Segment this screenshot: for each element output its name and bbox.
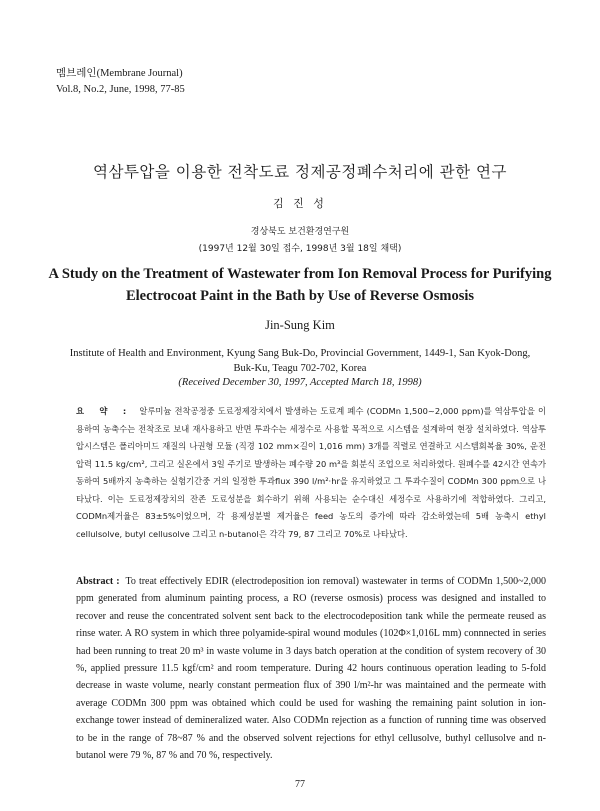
english-abstract — [76, 573, 546, 764]
page-number: 77 — [295, 779, 305, 790]
journal-name: 멤브레인(Membrane Journal) — [56, 68, 183, 79]
english-abstract-text: To treat effectively EDIR (electrodeposition ion removal) wastewater in terms of CODMn 1,500~2,000 ppm generated from aluminum painting process, a RO (reverse osmosis) process was designed and installed to recover and reuse the concentrated solvent sent back to the electrocodeposition tank while the permeate reused as rinse water. A RO system in which three polyamide-spiral wound modules (102Φ×1,016L mm) connnected in series had been running to treat 20 m³ in waste volume in 3 days batch operation at the condition of system recovery of 30 %, applied pressure 11.5 kgf/cm² and room temperature. During 42 hours continuous operation leading to 5-fold decrease in waste volume, nearly constant permeation flux of 390 l/m²-hr was maintained and the permeate with average CODMn 300 ppm was obtained which could be used for washing the remaining paint solution in ion-exchange tower instead of demineralized water. Also CODMn rejection as a function of running time was observed to be in the range of 78~87 % and the observed solvent rejections for ethyl cellusolve, buthyl cellusolve and n-butanol were 79 %, 87 % and 70 %, respectively. — [76, 576, 546, 762]
korean-affiliation: 경상북도 보건환경연구원 — [250, 227, 350, 237]
english-received-date: (Received December 30, 1997, Accepted March 18, 1998) — [178, 377, 422, 388]
journal-citation: Vol.8, No.2, June, 1998, 77-85 — [56, 84, 185, 95]
english-affiliation-block — [60, 347, 540, 391]
korean-abstract — [76, 403, 546, 543]
english-abstract-label: Abstract : — [76, 576, 120, 587]
korean-title: 역삼투압을 이용한 전착도료 정제공정폐수처리에 관한 연구 — [93, 163, 507, 181]
korean-received-date: (1997년 12월 30일 접수, 1998년 3월 18일 채택) — [198, 244, 402, 254]
korean-author: 김 진 성 — [273, 197, 327, 210]
journal-header — [56, 66, 185, 98]
english-affiliation: Institute of Health and Environment, Kyung Sang Buk-Do, Provincial Government, 1449-1, San Kyok-Dong, Buk-Ku, Teagu 702-702, Korea — [69, 348, 531, 374]
english-author: Jin-Sung Kim — [265, 318, 335, 332]
korean-affiliation-block — [0, 224, 600, 258]
english-title: A Study on the Treatment of Wastewater from Ion Removal Process for Purifying Electrocoat Paint in the Bath by Use of Reverse Osmosis — [48, 266, 552, 304]
korean-abstract-text: 알루미늄 전착공정중 도료정제장치에서 발생하는 도료계 폐수 (CODMn 1,500~2,000 ppm)를 역삼투압을 이용하여 농축수는 전착조로 보내 재사용하고 반면 투과수는 세정수로 사용할 목적으로 시스템을 설계하여 현장 설치하였다. 역삼투압시스템은 폴리아미드 재질의 나권형 모듈 (직경 102 mm×길이 1,016 mm) 3개를 직렬로 연결하고 시스템회복율 30%, 운전압력 11.5 kg/cm², 그리고 실온에서 3일 주기로 발생하는 폐수량 20 m³을 회분식 조업으로 처리하였다. 원폐수를 42시간 연속가동하여 5배까지 농축하는 실험기간중 거의 일정한 투과flux 390 l/m²·hr을 유지하였고 그 투과수질이 CODMn 300 ppm으로 나타났다. 이는 도료정제장치의 잔존 도료성분을 회수하기 위해 사용되는 순수대신 세정수로 사용하기에 적합하였다. 그리고, CODMn제거율은 83±5%이었으며, 각 용제성분별 제거율은 feed 농도의 증가에 따라 감소하였는데 5배 농축시 ethyl cellulsolve, butyl cellusolve 그리고 n-butanol은 각각 79, 87 그리고 70%로 나타났다. — [76, 406, 546, 539]
korean-abstract-label: 요 약 : — [76, 406, 133, 416]
